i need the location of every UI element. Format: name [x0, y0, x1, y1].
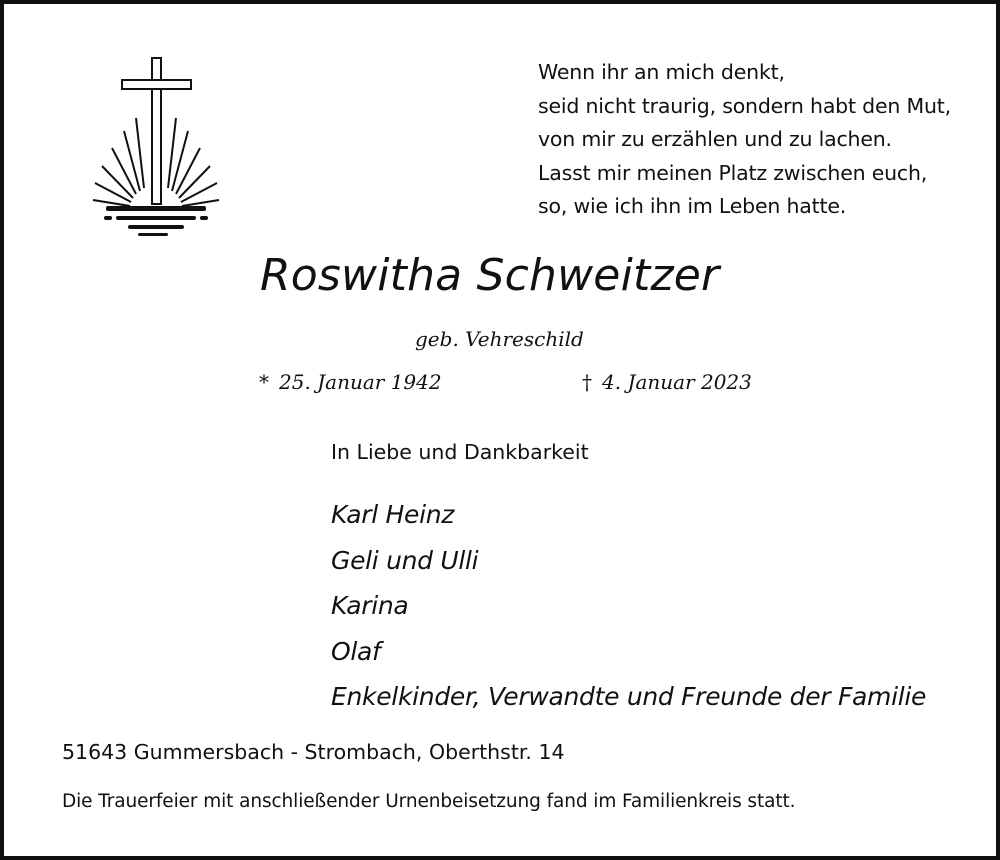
mourner: Karina: [331, 591, 409, 620]
birth-date-line: [259, 370, 442, 394]
poem: [538, 56, 951, 224]
mourner: Olaf: [331, 636, 381, 666]
poem-line: von mir zu erzählen und zu lachen.: [538, 127, 892, 151]
service-note: Die Trauerfeier mit anschließender Urnenbeisetzung fand im Familienkreis statt.: [62, 791, 796, 812]
mourner: Geli und Ulli: [331, 545, 479, 575]
mourner: Enkelkinder, Verwandte und Freunde der Familie: [331, 682, 927, 711]
address: 51643 Gummersbach - Strombach, Oberthstr. 14: [62, 740, 565, 764]
birth-symbol: *: [259, 370, 269, 394]
death-date: 4. Januar 2023: [602, 370, 752, 394]
dedication: In Liebe und Dankbarkeit: [331, 440, 589, 464]
death-symbol: †: [582, 370, 592, 394]
cross-rising-sun-icon: [90, 56, 222, 238]
poem-line: Lasst mir meinen Platz zwischen euch,: [538, 160, 928, 185]
deceased-name: Roswitha Schweitzer: [260, 250, 720, 301]
poem-line: so, wie ich ihn im Leben hatte.: [538, 194, 847, 218]
birth-date: 25. Januar 1942: [279, 370, 442, 394]
mourner: Karl Heinz: [331, 500, 455, 529]
death-date-line: [582, 370, 752, 394]
poem-line: seid nicht traurig, sondern habt den Mut,: [538, 93, 951, 118]
maiden-name: geb. Vehreschild: [415, 327, 584, 351]
mourners-list: [331, 492, 926, 720]
poem-line: Wenn ihr an mich denkt,: [538, 60, 785, 84]
